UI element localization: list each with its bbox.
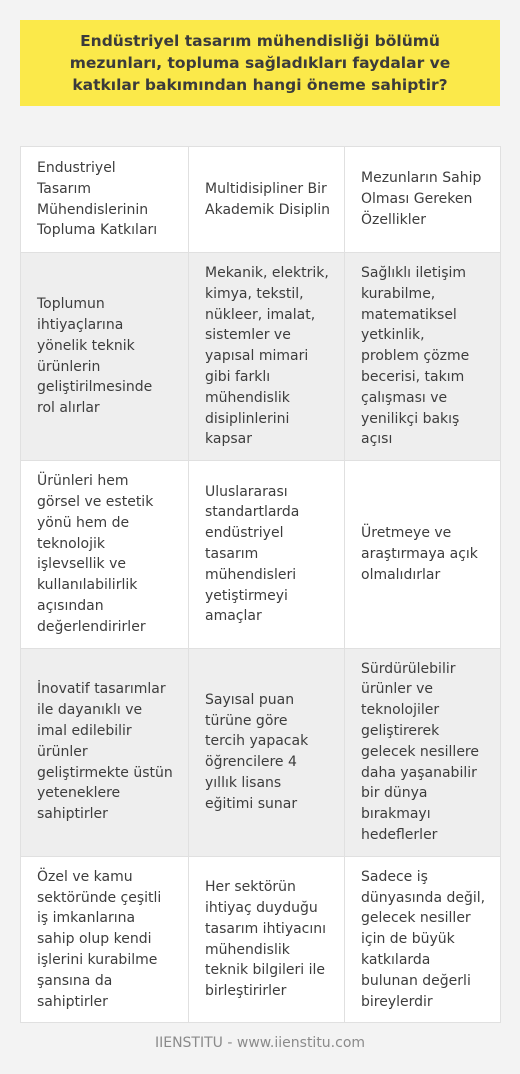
table-cell: Ürünleri hem görsel ve estetik yönü hem de teknolojik işlevsellik ve kullanılabilirlik açısından değerlendirirler [21,461,189,648]
table-cell: Sadece iş dünyasında değil, gelecek nesiller için de büyük katkılarda bulunan değerli bireylerdir [345,856,501,1023]
table-header-row [21,147,501,253]
table-header-cell: Endustriyel Tasarım Mühendislerinin Topluma Katkıları [21,147,189,253]
table-header-cell: Multidisipliner Bir Akademik Disiplin [189,147,345,253]
content-table [20,146,501,1023]
table-cell: Sayısal puan türüne göre tercih yapacak öğrencilere 4 yıllık lisans eğitimi sunar [189,648,345,856]
table-cell: Her sektörün ihtiyaç duyduğu tasarım ihtiyacını mühendislik teknik bilgileri ile birleştirirler [189,856,345,1023]
footer-credit: IIENSTITU - www.iienstitu.com [154,1035,366,1051]
table-row [21,461,501,648]
table-cell: İnovatif tasarımlar ile dayanıklı ve imal edilebilir ürünler geliştirmekte üstün yeteneklere sahiptirler [21,648,189,856]
table-row [21,856,501,1023]
table-row [21,253,501,461]
table-cell: Sürdürülebilir ürünler ve teknolojiler geliştirerek gelecek nesillere daha yaşanabilir bir dünya bırakmayı hedeflerler [345,648,501,856]
title-banner [20,20,500,106]
page-title: Endüstriyel tasarım mühendisliği bölümü mezunları, topluma sağladıkları faydalar ve katkılar bakımından hangi öneme sahiptir? [69,32,451,94]
table-header-cell: Mezunların Sahip Olması Gereken Özellikler [345,147,501,253]
table-cell: Sağlıklı iletişim kurabilme, matematiksel yetkinlik, problem çözme becerisi, takım çalışması ve yenilikçi bakış açısı [345,253,501,461]
table-row [21,648,501,856]
table-cell: Toplumun ihtiyaçlarına yönelik teknik ürünlerin geliştirilmesinde rol alırlar [21,253,189,461]
table-cell: Üretmeye ve araştırmaya açık olmalıdırlar [345,461,501,648]
table-cell: Mekanik, elektrik, kimya, tekstil, nükleer, imalat, sistemler ve yapısal mimari gibi farklı mühendislik disiplinlerini kapsar [189,253,345,461]
table-cell: Uluslararası standartlarda endüstriyel tasarım mühendisleri yetiştirmeyi amaçlar [189,461,345,648]
table-cell: Özel ve kamu sektöründe çeşitli iş imkanlarına sahip olup kendi işlerini kurabilme şansına da sahiptirler [21,856,189,1023]
